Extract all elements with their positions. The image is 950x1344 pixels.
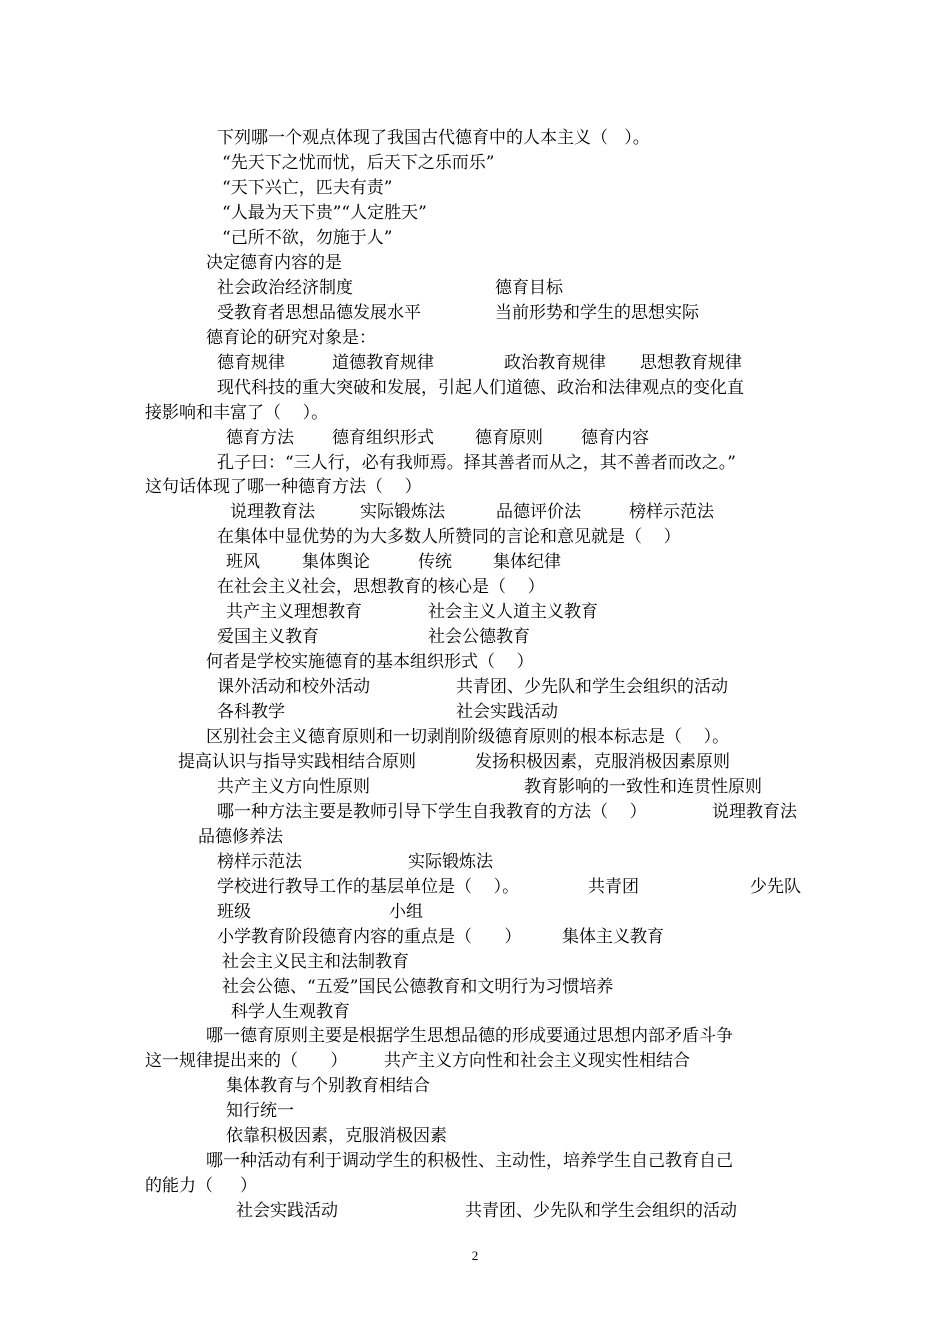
option-a: 提高认识与指导实践相结合原则 bbox=[178, 752, 416, 772]
option-b: 实际锻炼法 bbox=[360, 502, 445, 522]
option-c: 榜样示范法 bbox=[217, 852, 302, 872]
option-c: 各科教学 bbox=[217, 702, 285, 722]
option-c: 政治教育规律 bbox=[504, 353, 606, 373]
option-c: 品德评价法 bbox=[496, 502, 581, 522]
option-a: 班风 bbox=[226, 552, 260, 572]
option-a: “先天下之忧而忧，后天下之乐而乐” bbox=[222, 153, 495, 173]
option-a: 社会政治经济制度 bbox=[217, 278, 353, 298]
option-d: 社会实践活动 bbox=[456, 702, 558, 722]
option-d: 小组 bbox=[389, 902, 423, 922]
option-a: 说理教育法 bbox=[230, 502, 315, 522]
question-3: 德育论的研究对象是： bbox=[206, 328, 376, 348]
option-d: 实际锻炼法 bbox=[408, 852, 493, 872]
option-b: 集体教育与个别教育相结合 bbox=[226, 1076, 430, 1096]
question-4: 现代科技的重大突破和发展，引起人们道德、政治和法律观点的变化直 bbox=[217, 378, 744, 398]
option-d: 依靠积极因素，克服消极因素 bbox=[226, 1126, 447, 1146]
option-b: 少先队 bbox=[750, 877, 801, 897]
option-b: 共青团、少先队和学生会组织的活动 bbox=[465, 1201, 737, 1221]
question-9: 区别社会主义德育原则和一切剥削阶级德育原则的根本标志是（ ）。 bbox=[206, 727, 730, 747]
question-5-continued: 这句话体现了哪一种德育方法（ ） bbox=[145, 477, 422, 497]
option-c: 班级 bbox=[217, 902, 251, 922]
option-d: 德育内容 bbox=[581, 428, 649, 448]
option-d: 榜样示范法 bbox=[629, 502, 714, 522]
option-c: 共产主义方向性原则 bbox=[217, 777, 370, 797]
question-2: 决定德育内容的是 bbox=[206, 253, 342, 273]
option-b: 品德修养法 bbox=[198, 827, 283, 847]
option-c: 知行统一 bbox=[226, 1101, 294, 1121]
question-13: 哪一德育原则主要是根据学生思想品德的形成要通过思想内部矛盾斗争 bbox=[206, 1026, 733, 1046]
option-d: 集体纪律 bbox=[493, 552, 561, 572]
option-b: 社会主义民主和法制教育 bbox=[222, 952, 409, 972]
option-d: 当前形势和学生的思想实际 bbox=[495, 303, 699, 323]
option-b: 集体舆论 bbox=[302, 552, 370, 572]
option-c: 受教育者思想品德发展水平 bbox=[217, 303, 421, 323]
option-b: 道德教育规律 bbox=[332, 353, 434, 373]
option-b: 德育组织形式 bbox=[332, 428, 434, 448]
option-a: 共产主义理想教育 bbox=[226, 602, 362, 622]
option-d: “己所不欲，勿施于人” bbox=[222, 228, 393, 248]
question-7: 在社会主义社会，思想教育的核心是（ ） bbox=[217, 577, 545, 597]
question-8: 何者是学校实施德育的基本组织形式（ ） bbox=[206, 652, 534, 672]
option-a: 集体主义教育 bbox=[562, 927, 664, 947]
question-14-continued: 的能力（ ） bbox=[145, 1176, 258, 1196]
option-a: 课外活动和校外活动 bbox=[217, 677, 370, 697]
question-12: 小学教育阶段德育内容的重点是（ ） bbox=[217, 927, 522, 947]
option-a: 德育规律 bbox=[217, 353, 285, 373]
option-c: 社会公德、“五爱”国民公德教育和文明行为习惯培养 bbox=[222, 977, 614, 997]
option-a: 德育方法 bbox=[226, 428, 294, 448]
question-10: 哪一种方法主要是教师引导下学生自我教育的方法（ ） bbox=[217, 802, 647, 822]
question-11: 学校进行教导工作的基层单位是（ ）。 bbox=[217, 877, 520, 897]
option-d: 科学人生观教育 bbox=[231, 1002, 350, 1022]
question-13-continued: 这一规律提出来的（ ） bbox=[145, 1051, 348, 1071]
option-d: 社会公德教育 bbox=[428, 627, 530, 647]
question-6: 在集体中显优势的为大多数人所赞同的言论和意见就是（ ） bbox=[217, 527, 681, 547]
option-b: 发扬积极因素，克服消极因素原则 bbox=[475, 752, 730, 772]
question-14: 哪一种活动有利于调动学生的积极性、主动性，培养学生自己教育自己 bbox=[206, 1151, 733, 1171]
option-c: 传统 bbox=[418, 552, 452, 572]
option-b: 共青团、少先队和学生会组织的活动 bbox=[456, 677, 728, 697]
question-4-continued: 接影响和丰富了（ ）。 bbox=[145, 403, 329, 423]
page-number: 2 bbox=[471, 1248, 479, 1263]
option-a: 说理教育法 bbox=[712, 802, 797, 822]
option-c: “人最为天下贵”“人定胜天” bbox=[222, 203, 427, 223]
option-a: 社会实践活动 bbox=[236, 1201, 338, 1221]
option-d: 思想教育规律 bbox=[640, 353, 742, 373]
question-5: 孔子曰：“三人行，必有我师焉。择其善者而从之，其不善者而改之。” bbox=[217, 453, 736, 473]
option-a: 共产主义方向性和社会主义现实性相结合 bbox=[384, 1051, 690, 1071]
option-a: 共青团 bbox=[588, 877, 639, 897]
option-d: 教育影响的一致性和连贯性原则 bbox=[524, 777, 762, 797]
option-b: 德育目标 bbox=[495, 278, 563, 298]
option-c: 德育原则 bbox=[475, 428, 543, 448]
option-b: 社会主义人道主义教育 bbox=[428, 602, 598, 622]
question-1: 下列哪一个观点体现了我国古代德育中的人本主义（ ）。 bbox=[217, 128, 650, 148]
option-b: “天下兴亡，匹夫有责” bbox=[222, 178, 393, 198]
option-c: 爱国主义教育 bbox=[217, 627, 319, 647]
